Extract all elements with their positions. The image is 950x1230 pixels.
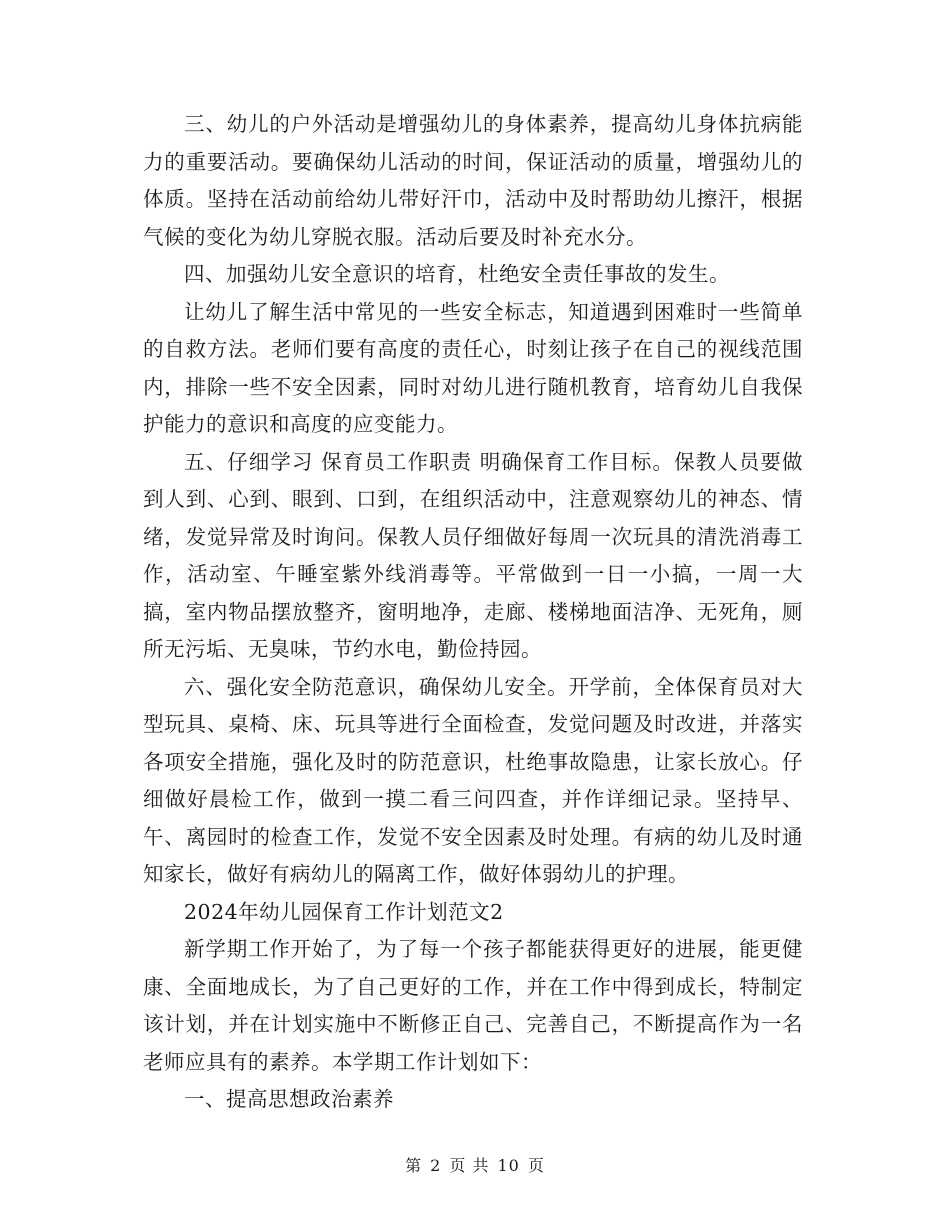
paragraph-outdoor-activities: 三、幼儿的户外活动是增强幼儿的身体素养，提高幼儿身体抗病能力的重要活动。要确保幼儿活动的时间，保证活动的质量，增强幼儿的体质。坚持在活动前给幼儿带好汗巾，活动中及时帮助幼儿擦汗，根据气候的变化为幼儿穿脱衣服。活动后要及时补充水分。 xyxy=(143,112,803,249)
footer-prefix: 第 xyxy=(405,1156,423,1175)
paragraph-political-quality: 一、提高思想政治素养 xyxy=(184,1087,394,1111)
footer-page-number: 2 xyxy=(430,1156,442,1175)
footer-total-pages: 10 xyxy=(497,1156,520,1175)
footer-middle: 页 共 xyxy=(449,1156,490,1175)
paragraph-safety-prevention: 六、强化安全防范意识，确保幼儿安全。开学前，全体保育员对大型玩具、桌椅、床、玩具等进行全面检查，发觉问题及时改进，并落实各项安全措施，强化及时的防范意识，杜绝事故隐患，让家长放心。仔细做好晨检工作，做到一摸二看三问四查，并作详细记录。坚持早、午、离园时的检查工作，发觉不安全因素及时处理。有病的幼儿及时通知家长，做好有病幼儿的隔离工作，做好体弱幼儿的护理。 xyxy=(143,674,803,886)
paragraph-safety-heading: 四、加强幼儿安全意识的培育，杜绝安全责任事故的发生。 xyxy=(184,262,730,286)
page-footer xyxy=(0,1153,950,1176)
paragraph-caregiver-duties: 五、仔细学习 保育员工作职责 明确保育工作目标。保教人员要做到人到、心到、眼到、口到，在组织活动中，注意观察幼儿的神态、情绪，发觉异常及时询问。保教人员仔细做好每周一次玩具的清洗消毒工作，活动室、午睡室紫外线消毒等。平常做到一日一小搞，一周一大搞，室内物品摆放整齐，窗明地净，走廊、楼梯地面洁净、无死角，厕所无污垢、无臭味，节约水电，勤俭持园。 xyxy=(143,449,803,661)
paragraph-safety-signs: 让幼儿了解生活中常见的一些安全标志，知道遇到困难时一些简单的自救方法。老师们要有高度的责任心，时刻让孩子在自己的视线范围内，排除一些不安全因素，同时对幼儿进行随机教育，培育幼儿自我保护能力的意识和高度的应变能力。 xyxy=(143,299,803,436)
document-body xyxy=(143,106,803,1119)
footer-suffix: 页 xyxy=(527,1156,545,1175)
section-title-plan-2: 2024年幼儿园保育工作计划范文2 xyxy=(184,899,504,924)
paragraph-new-semester: 新学期工作开始了，为了每一个孩子都能获得更好的进展，能更健康、全面地成长，为了自己更好的工作，并在工作中得到成长，特制定该计划，并在计划实施中不断修正自己、完善自己，不断提高作为一名老师应具有的素养。本学期工作计划如下： xyxy=(143,937,803,1074)
